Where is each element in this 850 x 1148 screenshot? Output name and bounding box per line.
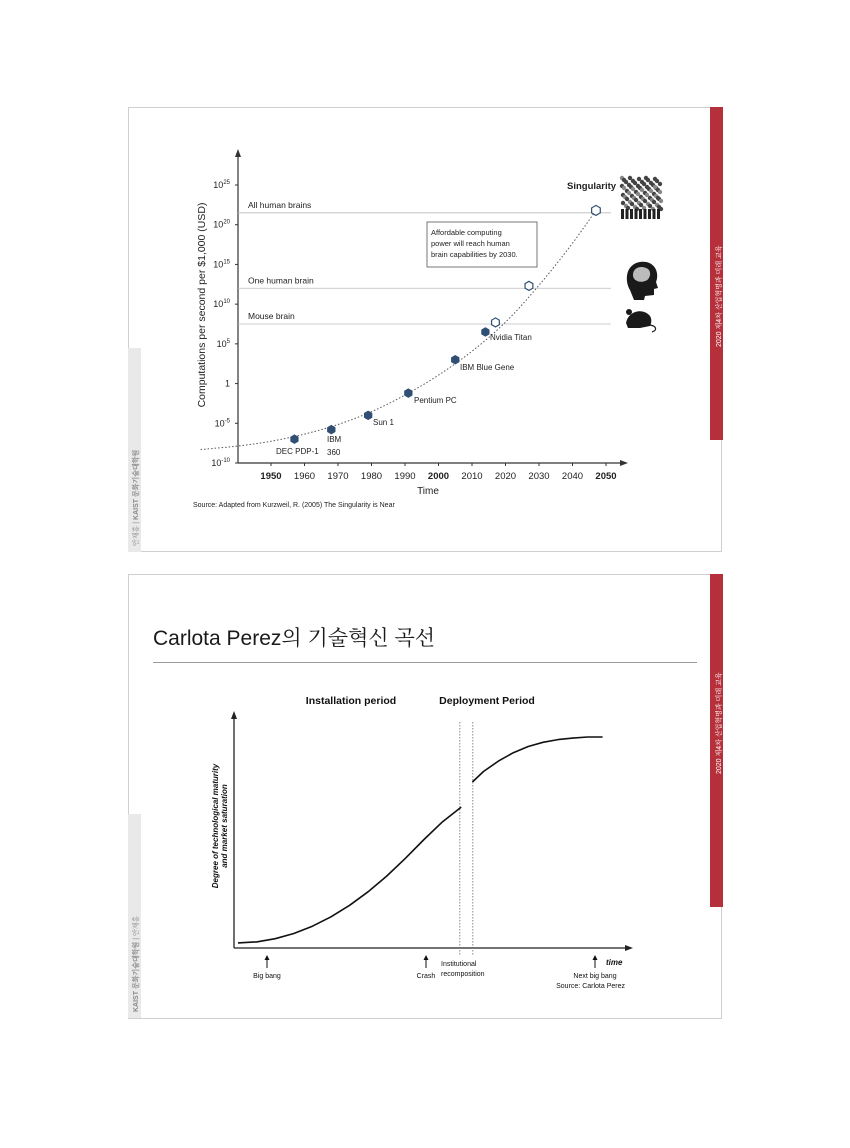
x-axis-title: Time [417, 486, 439, 497]
y-tick-label: $10^{15}$ [213, 259, 230, 270]
y-axis-title: and market saturation [220, 784, 229, 868]
source-note: Source: Carlota Perez [556, 983, 625, 990]
point-label: Nvidia Titan [490, 333, 532, 342]
x-tick-label: 1950 [260, 471, 282, 482]
point-label: DEC PDP-1 [276, 447, 319, 456]
x-tick-label: 2000 [427, 471, 450, 482]
point-label: Singularity [567, 181, 617, 192]
point-label: 360 [327, 448, 341, 457]
event-label: Institutional [441, 961, 477, 968]
point-label: IBM [327, 435, 342, 444]
x-tick-label: 1960 [293, 471, 316, 482]
reference-label: One human brain [248, 275, 314, 286]
point-label: Pentium PC [414, 396, 457, 405]
reference-label: All human brains [248, 199, 312, 210]
annotation-text: Affordable computing [431, 228, 502, 237]
curve-series [238, 807, 461, 943]
side-label: 2020 제4차 산업혁명과 미래 교육 [716, 672, 723, 774]
y-tick-label: 1 [224, 378, 230, 389]
y-axis-title: Computations per second per $1,000 (USD) [196, 202, 208, 408]
reference-label: Mouse brain [248, 311, 295, 321]
event-label: Crash [416, 973, 436, 980]
x-tick-label: 2040 [561, 471, 584, 482]
x-tick-label: 2010 [461, 471, 483, 482]
y-tick-label: $10^{-10}$ [211, 458, 230, 468]
y-tick-label: $10^{25}$ [213, 180, 230, 190]
y-tick-label: $10^{-5}$ [214, 418, 230, 429]
period-label: Deployment Period [439, 695, 535, 707]
annotation-text: power will reach human [431, 239, 510, 248]
curve-series [472, 737, 602, 782]
event-label: Big bang [253, 973, 281, 980]
side-footer: 안재홍 | KAIST 문화기술대학원 [133, 449, 140, 546]
y-axis-arrow [231, 711, 237, 719]
x-axis-arrow [625, 945, 633, 951]
x-tick-label: 2030 [528, 471, 550, 482]
x-tick-label: 1970 [327, 471, 349, 482]
event-label: Next big bang [573, 973, 617, 980]
x-axis-title: time [606, 958, 623, 967]
event-label: recomposition [441, 971, 485, 978]
x-tick-label: 1990 [394, 471, 416, 482]
y-axis-title: Degree of technological maturity [211, 763, 220, 889]
period-label: Installation period [305, 695, 397, 707]
annotation-text: brain capabilities by 2030. [431, 250, 518, 259]
x-tick-label: 2020 [494, 471, 517, 482]
point-label: Sun 1 [373, 418, 394, 427]
x-tick-label: 2050 [595, 471, 617, 482]
source-note: Source: Adapted from Kurzweil, R. (2005) The Singularity is Near [193, 502, 395, 509]
event-arrowhead [593, 955, 598, 960]
slide-title: Carlota Perez의 기술혁신 곡선 [153, 627, 436, 650]
x-tick-label: 1980 [360, 471, 383, 482]
point-label: IBM Blue Gene [460, 363, 515, 372]
y-tick-label: $10^{20}$ [213, 219, 230, 230]
side-footer: KAIST 문화기술대학원 | 안재홍 [133, 915, 140, 1012]
y-tick-label: $10^5$ [216, 338, 230, 349]
event-arrowhead [265, 955, 270, 960]
y-tick-label: $10^{10}$ [213, 299, 230, 310]
side-label: 2020 제4차 산업혁명과 미래 교육 [716, 245, 723, 347]
event-arrowhead [424, 955, 429, 960]
